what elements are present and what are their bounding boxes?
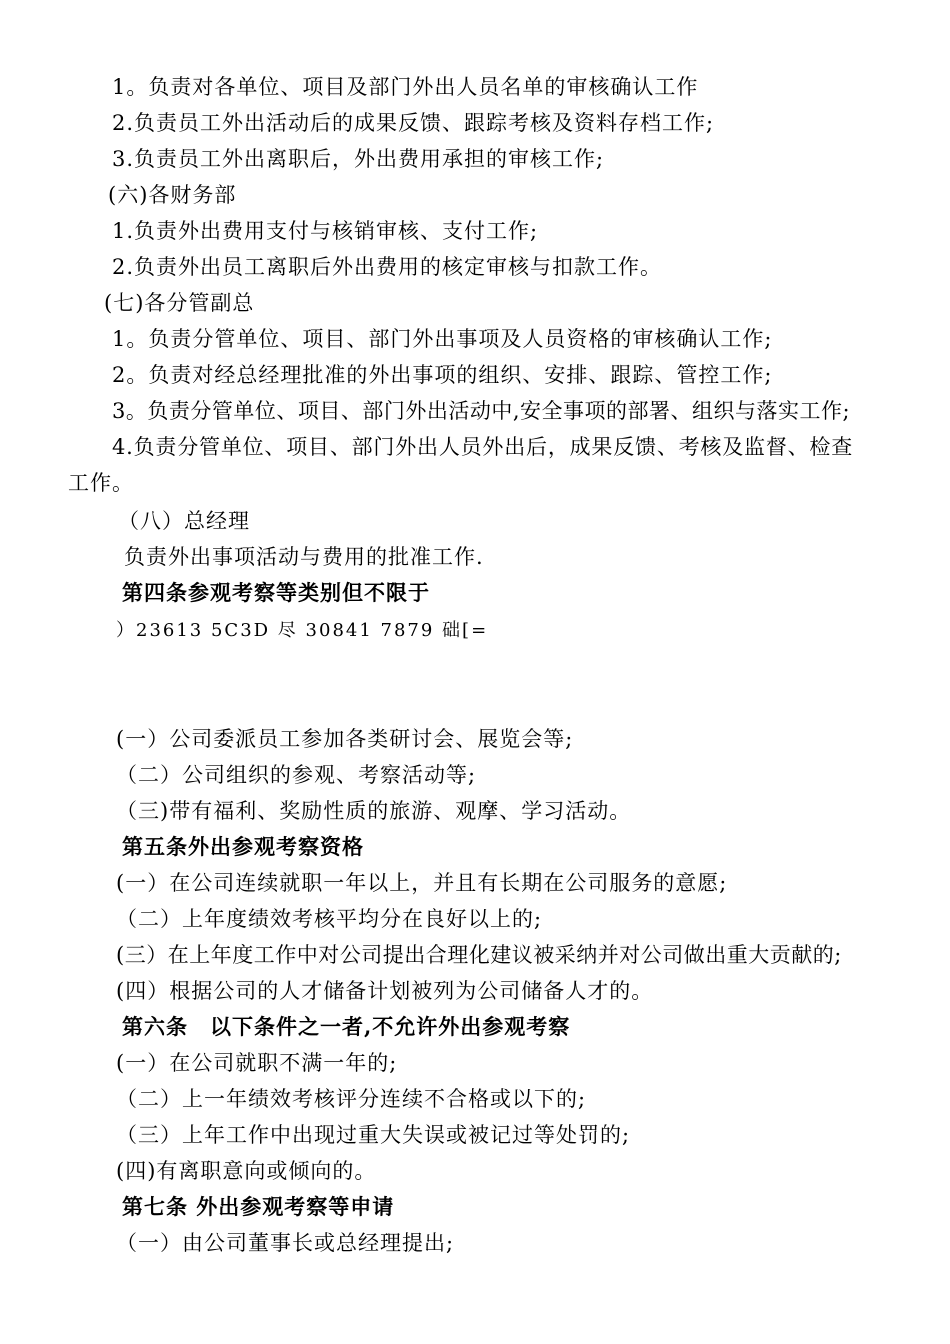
text-line: 4.负责分管单位、项目、部门外出人员外出后，成果反馈、考核及监督、检查 <box>112 435 854 459</box>
text-line: (四）根据公司的人才储备计划被列为公司储备人才的。 <box>116 979 654 1003</box>
text-line: （二）上年度绩效考核平均分在良好以上的; <box>116 907 543 931</box>
section-heading: （八）总经理 <box>118 509 250 533</box>
article-heading: 第五条外出参观考察资格 <box>122 834 364 859</box>
text-line: （一）由公司董事长或总经理提出; <box>116 1231 455 1255</box>
text-line: 1。负责分管单位、项目、部门外出事项及人员资格的审核确认工作; <box>112 327 773 351</box>
text-line: 3。负责分管单位、项目、部门外出活动中,安全事项的部署、组织与落实工作; <box>112 399 851 423</box>
text-line: 1。负责对各单位、项目及部门外出人员名单的审核确认工作 <box>112 75 699 99</box>
section-heading: (七)各分管副总 <box>104 291 255 315</box>
text-line: 1.负责外出费用支付与核销审核、支付工作; <box>112 219 539 243</box>
text-line: （三)带有福利、奖励性质的旅游、观摩、学习活动。 <box>116 799 632 823</box>
text-line: 2.负责外出员工离职后外出费用的核定审核与扣款工作。 <box>112 255 663 279</box>
text-line: （二）上一年绩效考核评分连续不合格或以下的; <box>116 1087 587 1111</box>
section-heading: (六)各财务部 <box>108 183 237 207</box>
text-line: 2.负责员工外出活动后的成果反馈、跟踪考核及资料存档工作; <box>112 111 715 135</box>
text-line: 负责外出事项活动与费用的批准工作. <box>124 545 484 569</box>
garbled-text-line: ）23613 5C3D 尽 30841 7879 础[= <box>116 620 489 641</box>
text-line: (一）在公司连续就职一年以上，并且有长期在公司服务的意愿; <box>116 871 728 895</box>
text-line: (一）在公司就职不满一年的; <box>116 1051 398 1075</box>
article-heading: 第七条 外出参观考察等申请 <box>122 1194 395 1219</box>
text-line: （三）上年工作中出现过重大失误或被记过等处罚的; <box>116 1123 631 1147</box>
text-line: 2。负责对经总经理批准的外出事项的组织、安排、跟踪、管控工作; <box>112 363 773 387</box>
article-heading: 第六条 以下条件之一者,不允许外出参观考察 <box>122 1014 571 1039</box>
text-line: （二）公司组织的参观、考察活动等; <box>116 763 477 787</box>
text-line: (四)有离职意向或倾向的。 <box>116 1159 377 1183</box>
article-heading: 第四条参观考察等类别但不限于 <box>122 580 430 605</box>
text-line: 3.负责员工外出离职后，外出费用承担的审核工作; <box>112 147 605 171</box>
text-line: 工作。 <box>68 471 134 495</box>
text-line: (一）公司委派员工参加各类研讨会、展览会等; <box>116 727 574 751</box>
text-line: (三）在上年度工作中对公司提出合理化建议被采纳并对公司做出重大贡献的; <box>116 943 842 967</box>
